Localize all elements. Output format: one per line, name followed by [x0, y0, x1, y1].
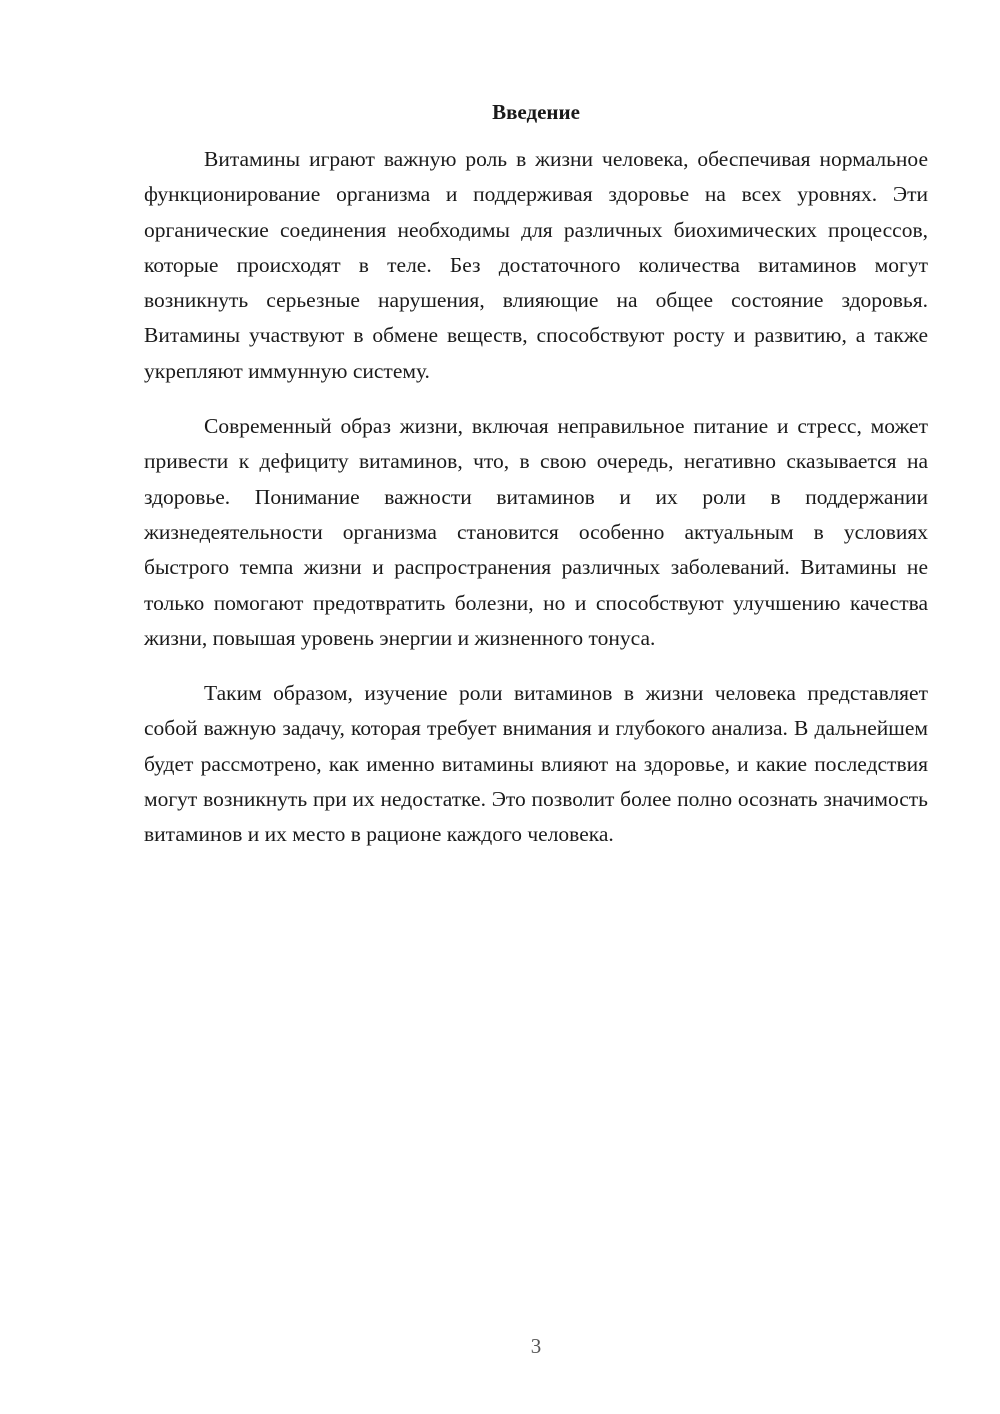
paragraph-2: Современный образ жизни, включая неправильное питание и стресс, может привести к дефициту витаминов, что, в свою очередь, негативно сказывается на здоровье. Понимание важности витаминов и их роли в поддержании жизнедеятельности организма становится особенно актуальным в условиях быстрого темпа жизни и распространения различных заболеваний. Витамины не только помогают предотвратить болезни, но и способствуют улучшению качества жизни, повышая уровень энергии и жизненного тонуса.: [144, 414, 928, 650]
paragraph-3: Таким образом, изучение роли витаминов в жизни человека представляет собой важную задачу, которая требует внимания и глубокого анализа. В дальнейшем будет рассмотрено, как именно витамины влияют на здоровье, и какие последствия могут возникнуть при их недостатке. Это позволит более полно осознать значимость витаминов и их место в рационе каждого человека.: [144, 681, 928, 847]
page-number: 3: [530, 1334, 542, 1358]
body-text: [144, 142, 928, 873]
section-title: Введение: [492, 100, 580, 124]
paragraph-1: Витамины играют важную роль в жизни человека, обеспечивая нормальное функционирование организма и поддерживая здоровье на всех уровнях. Эти органические соединения необходимы для различных биохимических процессов, которые происходят в теле. Без достаточного количества витаминов могут возникнуть серьезные нарушения, влияющие на общее состояние здоровья. Витамины участвуют в обмене веществ, способствуют росту и развитию, а также укрепляют иммунную систему.: [144, 147, 928, 383]
